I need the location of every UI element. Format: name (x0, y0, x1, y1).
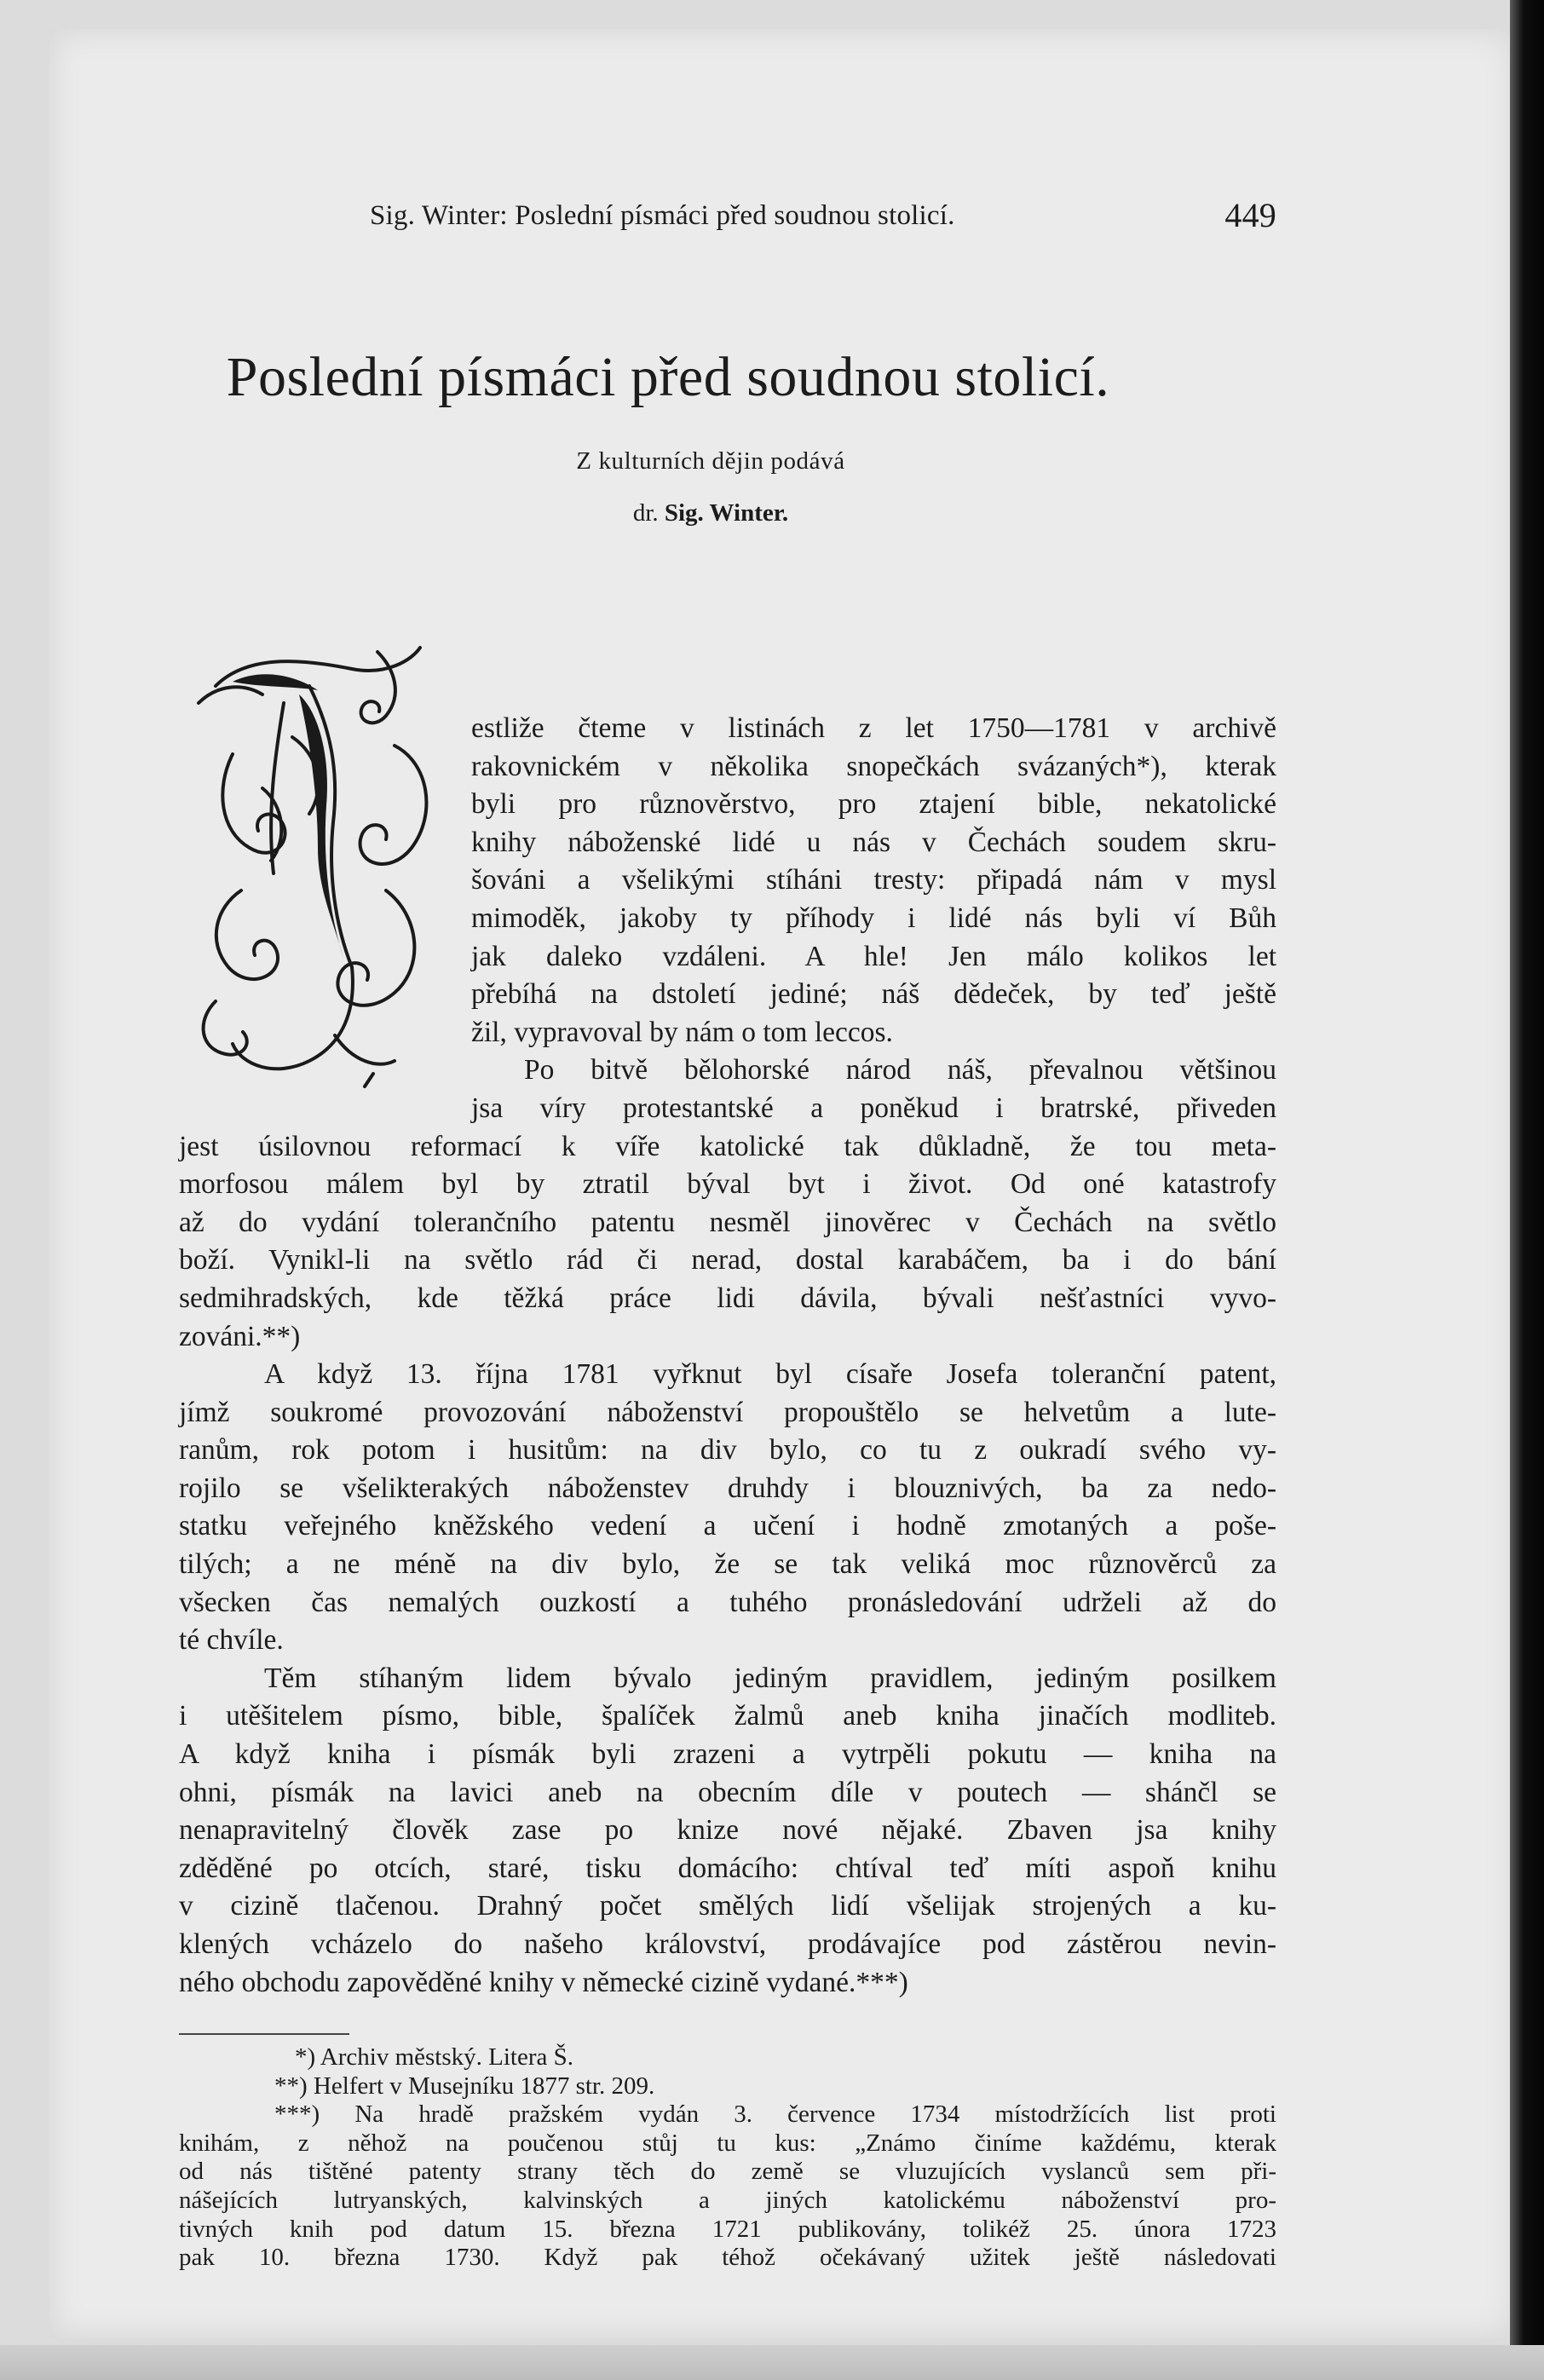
footnote-line: ***) Na hradě pražském vydán 3. července 1734 místodržících list proti (274, 2101, 1276, 2129)
footnote-line: pak 10. března 1730. Když pak téhož očekávaný užitek ještě následovati (179, 2244, 1276, 2272)
body-line: mimoděk, jakoby ty příhody i lidé nás byli ví Bůh (471, 902, 1276, 934)
article-author (145, 499, 1276, 527)
body-line: estliže čteme v listinách z let 1750—1781 v archivě (471, 712, 1276, 744)
body-line: té chvíle. (179, 1624, 284, 1657)
page-bottom-edge (0, 2345, 1544, 2380)
article-byline: Z kulturních dějin podává (576, 447, 845, 475)
body-line: jest úsilovnou reformací k víře katolické tak důkladně, že tou meta- (179, 1130, 1276, 1162)
author-prefix: dr. (632, 499, 659, 527)
book-spine-edge (1510, 0, 1544, 2380)
body-line: byli pro různověrstvo, pro ztajení bible, nekatolické (471, 788, 1276, 821)
body-line: v cizině tlačenou. Drahný počet smělých lidí všelijak strojených a ku- (179, 1890, 1276, 1922)
body-line: morfosou málem byl by ztratil býval byt i život. Od oné katastrofy (179, 1168, 1276, 1201)
body-line: přebíhá na dstoletí jediné; náš dědeček, by teď ještě (471, 978, 1276, 1011)
body-line: sedmihradských, kde těžká práce lidi dávila, bývali nešťastníci vyvo- (179, 1282, 1276, 1314)
running-head (179, 192, 1276, 243)
body-line: i utěšitelem písmo, bible, špalíček žalmů aneb kniha jinačích modliteb. (179, 1700, 1276, 1732)
body-line: rakovnickém v několika snopečkách svázaných*), kterak (471, 750, 1276, 782)
body-line: A když 13. října 1781 vyřknut byl císaře Josefa toleranční patent, (264, 1358, 1276, 1391)
body-line: klených vcházelo do našeho království, prodávajíce pod zástěrou nevin- (179, 1928, 1276, 1960)
body-line: zováni.**) (179, 1320, 301, 1352)
body-line: všecken čas nemalých ouzkostí a tuhého pronásledování udrželi až do (179, 1586, 1276, 1618)
body-line: knihy náboženské lidé u nás v Čechách soudem skru- (471, 826, 1276, 858)
footnote-line: knihám, z něhož na poučenou stůj tu kus: „Známo činíme každému, kterak (179, 2129, 1276, 2157)
body-line: A když kniha i písmák byli zrazeni a vytrpěli pokutu — kniha na (179, 1738, 1276, 1771)
footnote-line: od nás tištěné patenty strany těch do země se vluzujících vyslanců sem při- (179, 2158, 1276, 2186)
page-number: 449 (1224, 196, 1276, 234)
author-name: Sig. Winter. (664, 499, 789, 527)
body-line: jak daleko vzdáleni. A hle! Jen málo kolikos let (471, 940, 1276, 972)
body-line: boží. Vynikl-li na světlo rád či nerad, dostal karabáčem, ba i do bání (179, 1244, 1276, 1276)
body-line: zděděné po otcích, staré, tisku domácího: chtíval teď míti aspoň knihu (179, 1852, 1276, 1884)
footnote-line: nášejících lutryanských, kalvinských a jiných katolickému náboženství pro- (179, 2186, 1276, 2214)
running-head-title: Sig. Winter: Poslední písmáci před soudnou stolicí. (370, 200, 955, 231)
body-line: až do vydání tolerančního patentu nesměl jinověrec v Čechách na světlo (179, 1206, 1276, 1238)
footnote-line: *) Archiv městský. Litera Š. (295, 2043, 574, 2071)
body-line: Po bitvě bělohorské národ náš, převalnou většinou (524, 1054, 1276, 1086)
body-line: nenapravitelný člověk zase po knize nové nějaké. Zbaven jsa knihy (179, 1814, 1276, 1847)
footnote-line: **) Helfert v Musejníku 1877 str. 209. (274, 2072, 655, 2100)
body-line: ranům, rok potom i husitům: na div bylo, co tu z oukradí svého vy- (179, 1434, 1276, 1467)
footnote-separator (179, 2033, 349, 2035)
body-line: ohni, písmák na lavici aneb na obecním díle v poutech — shánčl se (179, 1776, 1276, 1808)
footnote-line: tivných knih pod datum 15. března 1721 publikovány, tolikéž 25. února 1723 (179, 2215, 1276, 2243)
footnotes (179, 2043, 1276, 2273)
body-line: Těm stíhaným lidem bývalo jediným pravidlem, jediným posilkem (264, 1662, 1276, 1694)
body-line: ného obchodu zapověděné knihy v německé cizině vydané.***) (179, 1966, 908, 1998)
article-body (179, 710, 1276, 2002)
body-line: jímž soukromé provozování náboženství propouštělo se helvetům a lute- (179, 1396, 1276, 1428)
body-line: jsa víry protestantské a poněkud i bratrské, přiveden (471, 1092, 1276, 1124)
body-line: šováni a všelikými stíháni tresty: připadá nám v mysl (471, 864, 1276, 896)
body-line: žil, vypravoval by nám o tom leccos. (471, 1016, 893, 1048)
page-content (179, 192, 1276, 2272)
article-title: Poslední písmáci před soudnou stolicí. (226, 346, 1110, 408)
body-line: tilých; a ne méně na div bylo, že se tak veliká moc různověrců za (179, 1548, 1276, 1581)
body-line: rojilo se všelikterakých náboženstev druhdy i blouznivých, ba za nedo- (179, 1472, 1276, 1504)
body-line: statku veřejného kněžského vedení a učení i hodně zmotaných a poše- (179, 1510, 1276, 1542)
